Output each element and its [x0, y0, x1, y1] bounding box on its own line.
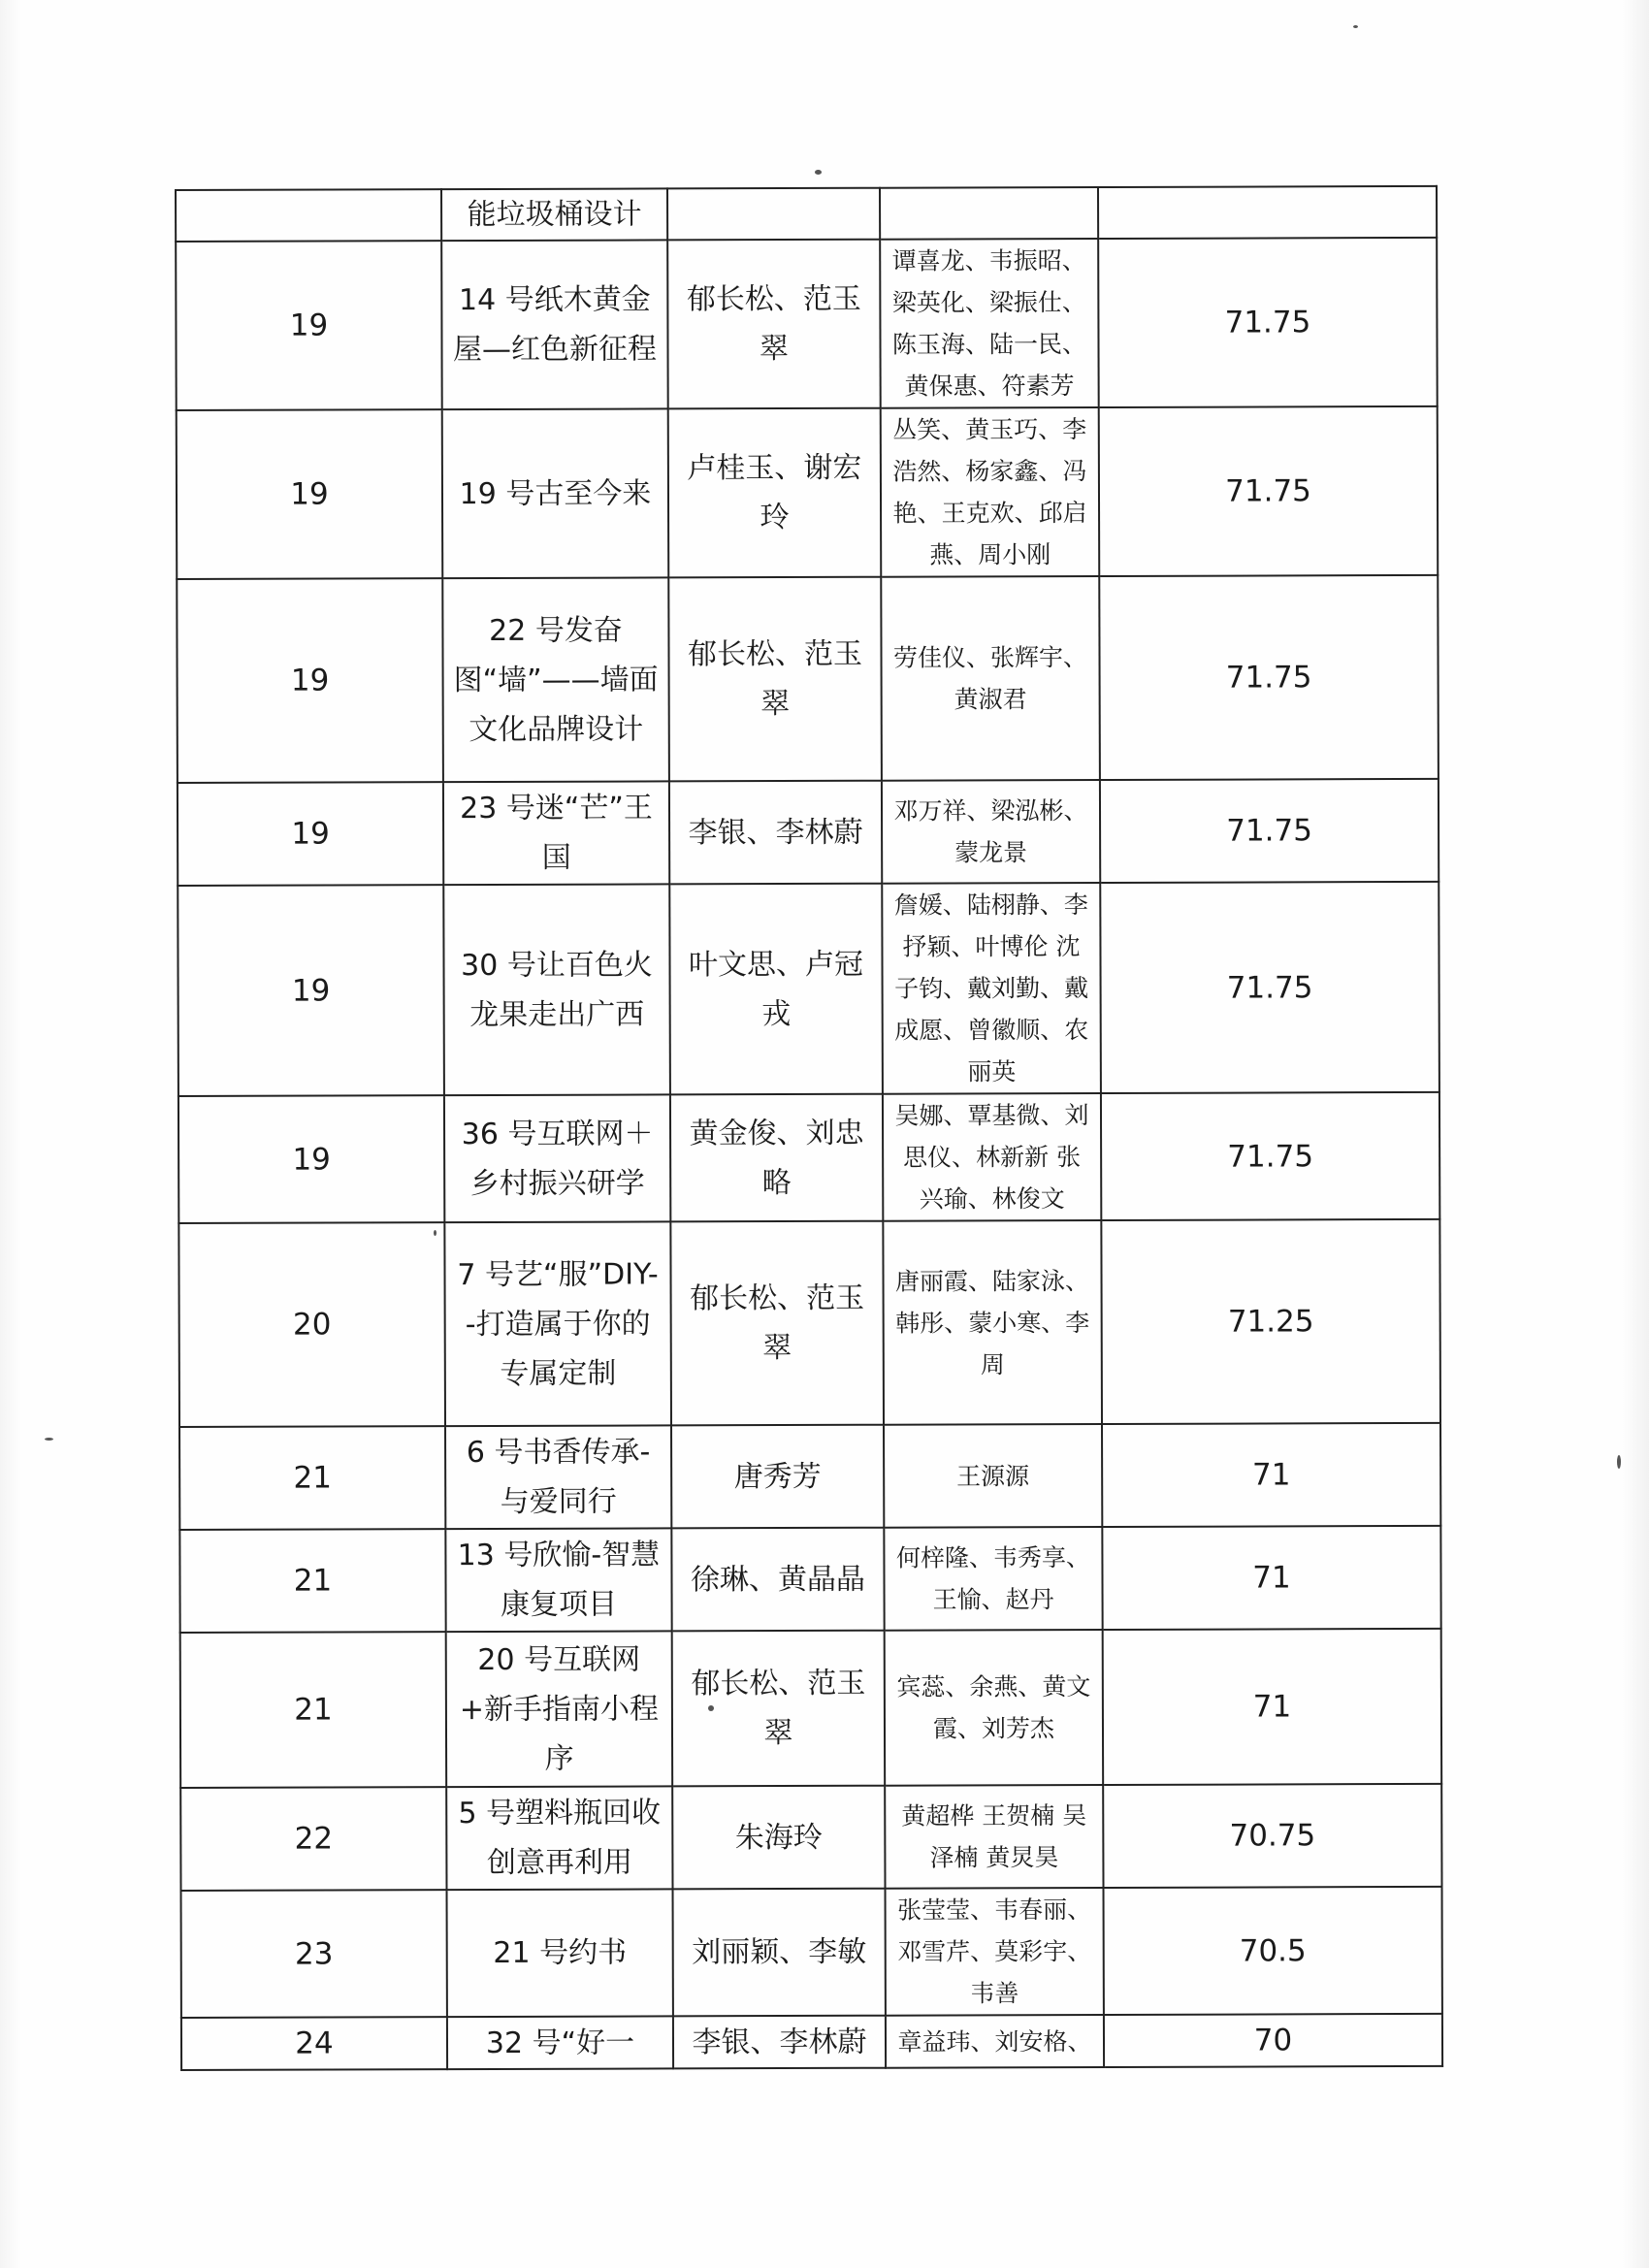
project-name-cell: 21 号约书 — [447, 1889, 673, 2017]
members-cell: 黄超桦 王贺楠 吴泽楠 黄炅昊 — [885, 1785, 1103, 1889]
table-row — [180, 1784, 1441, 1891]
project-name-cell: 7 号艺“服”DIY--打造属于你的专属定制 — [444, 1221, 671, 1426]
project-name-cell: 14 号纸木黄金屋—红色新征程 — [441, 240, 668, 409]
rank-cell: 20 — [178, 1222, 445, 1427]
table-row — [181, 1887, 1442, 2018]
score-cell: 71 — [1102, 1423, 1440, 1527]
rank-cell: 22 — [180, 1787, 446, 1891]
score-cell: 70.5 — [1104, 1887, 1442, 2015]
table-row — [176, 238, 1438, 410]
teacher-cell: 叶文思、卢冠戎 — [669, 884, 883, 1095]
scan-speck — [1353, 25, 1358, 28]
project-name-cell: 36 号互联网＋乡村振兴研学 — [444, 1094, 670, 1222]
score-cell: 71.75 — [1100, 779, 1439, 883]
project-name-cell: 能垃圾桶设计 — [441, 188, 667, 241]
teacher-cell: 郁长松、范玉翠 — [667, 240, 881, 409]
score-cell: 70 — [1104, 2014, 1442, 2067]
table-row — [178, 1219, 1440, 1427]
table-row — [177, 406, 1439, 579]
score-cell: 70.75 — [1103, 1784, 1441, 1888]
project-name-cell: 32 号“好一 — [447, 2016, 673, 2069]
members-cell: 张莹莹、韦春丽、邓雪芹、莫彩宇、韦善 — [886, 1888, 1104, 2016]
score-cell: 71 — [1102, 1526, 1440, 1630]
members-cell: 唐丽霞、陆家泳、韩彤、蒙小寒、李周 — [883, 1220, 1102, 1425]
teacher-cell: 黄金俊、刘忠略 — [670, 1094, 883, 1222]
teacher-cell: 朱海玲 — [672, 1786, 885, 1890]
teacher-cell: 刘丽颖、李敏 — [673, 1889, 886, 2017]
members-cell: 吴娜、覃基微、刘思仪、林新新 张兴瑜、林俊文 — [883, 1093, 1101, 1221]
project-name-cell: 22 号发奋图“墙”——墙面文化品牌设计 — [442, 577, 669, 782]
teacher-cell: 郁长松、范玉翠 — [668, 577, 882, 782]
members-cell — [880, 187, 1098, 240]
score-cell: 71.75 — [1099, 406, 1439, 576]
project-name-cell: 6 号书香传承-与爱同行 — [445, 1425, 671, 1529]
members-cell: 邓万祥、梁泓彬、蒙龙景 — [882, 780, 1100, 884]
teacher-cell: 徐琳、黄晶晶 — [671, 1528, 884, 1632]
members-cell: 章益玮、刘安格、 — [886, 2015, 1104, 2068]
project-name-cell: 5 号塑料瓶回收创意再利用 — [446, 1786, 672, 1890]
table-row — [177, 575, 1439, 783]
rank-cell: 23 — [181, 1890, 447, 2018]
table-row — [180, 1629, 1441, 1788]
rank-cell: 21 — [179, 1529, 445, 1633]
rank-cell: 19 — [178, 782, 443, 886]
project-name-cell: 19 号古至今来 — [442, 408, 669, 578]
score-cell: 71.75 — [1100, 882, 1439, 1093]
scan-speck — [815, 170, 822, 175]
rank-cell: 21 — [179, 1426, 445, 1530]
scan-speck — [1617, 1455, 1621, 1469]
members-cell: 王源源 — [884, 1424, 1102, 1528]
rank-cell: 21 — [180, 1632, 447, 1788]
table-row-continuation — [176, 186, 1437, 242]
table-row — [179, 1423, 1440, 1530]
score-cell: 71.75 — [1101, 1092, 1439, 1220]
teacher-cell: 李银、李林蔚 — [669, 781, 882, 885]
teacher-cell: 李银、李林蔚 — [673, 2016, 886, 2069]
rank-cell: 19 — [178, 885, 444, 1096]
score-cell: 71 — [1103, 1629, 1442, 1785]
score-cell — [1098, 186, 1437, 239]
rank-cell: 19 — [178, 1095, 444, 1223]
table-row — [178, 1092, 1439, 1223]
teacher-cell: 郁长松、范玉翠 — [670, 1221, 884, 1426]
teacher-cell: 唐秀芳 — [671, 1425, 884, 1529]
project-name-cell: 23 号迷“芒”王国 — [443, 781, 669, 885]
teacher-cell — [667, 188, 880, 241]
page-shadow-right — [1622, 0, 1649, 2268]
project-name-cell: 13 号欣愉-智慧康复项目 — [445, 1528, 671, 1632]
rank-cell: 19 — [176, 241, 442, 410]
page-shadow-left — [0, 0, 21, 2268]
score-cell: 71.25 — [1101, 1219, 1440, 1424]
rank-cell — [176, 189, 441, 242]
members-cell: 詹媛、陆栩静、李抒颖、叶博伦 沈子钧、戴刘勤、戴成愿、曾徽顺、农丽英 — [882, 883, 1101, 1094]
members-cell: 何梓隆、韦秀享、王愉、赵丹 — [884, 1527, 1102, 1631]
score-cell: 71.75 — [1098, 238, 1438, 407]
members-cell: 谭喜龙、韦振昭、梁英化、梁振仕、陈玉海、陆一民、黄保惠、符素芳 — [880, 239, 1099, 408]
project-name-cell: 30 号让百色火龙果走出广西 — [443, 884, 670, 1095]
teacher-cell: 卢桂玉、谢宏玲 — [668, 408, 882, 578]
rank-cell: 24 — [181, 2017, 447, 2070]
teacher-cell: 郁长松、范玉翠 — [672, 1631, 886, 1787]
table-row — [178, 882, 1439, 1096]
table-row — [179, 1526, 1440, 1633]
table-row — [178, 779, 1439, 886]
rank-cell: 19 — [177, 409, 443, 579]
scan-speck — [45, 1438, 53, 1441]
project-name-cell: 20 号互联网+新手指南小程序 — [446, 1631, 673, 1787]
rank-cell: 19 — [177, 578, 443, 783]
score-cell: 71.75 — [1099, 575, 1439, 780]
members-cell: 劳佳仪、张辉宇、黄淑君 — [881, 576, 1100, 781]
members-cell: 丛笑、黄玉巧、李浩然、杨家鑫、冯艳、王克欢、邱启燕、周小刚 — [881, 407, 1100, 577]
members-cell: 宾蕊、余燕、黄文霞、刘芳杰 — [885, 1630, 1104, 1786]
table-row-partial — [181, 2014, 1442, 2070]
results-table — [175, 185, 1443, 2071]
